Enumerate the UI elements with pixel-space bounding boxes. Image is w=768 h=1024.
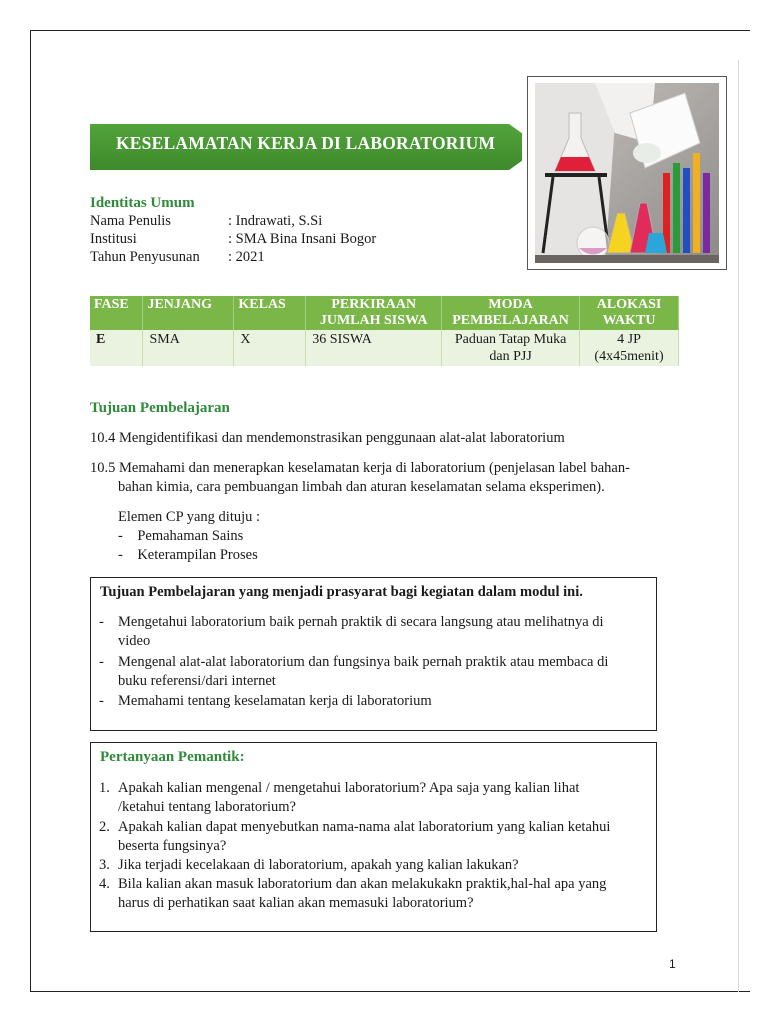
cell-jenjang: SMA [143,330,234,366]
list-item: 2. Apakah kalian dapat menyebutkan nama-nama alat laboratorium yang kalian ketahui beserta fungsinya? [99,819,611,854]
pemantik-box [90,742,657,932]
identitas-row [90,230,376,248]
cell-fase: E [90,330,143,366]
prasyarat-box [90,577,657,731]
list-item: - Mengetahui laboratorium baik pernah praktik di secara langsung atau melihatnya di video [99,614,604,649]
list-item: 3. Jika terjadi kecelakaan di laboratorium, apakah yang kalian lakukan? [99,857,519,873]
identitas-value: : SMA Bina Insani Bogor [228,231,377,247]
identitas-label: Tahun Penyusunan [90,249,200,265]
cell-alokasi: 4 JP (4x45menit) [580,330,679,366]
elemen-cp-label: Elemen CP yang dituju : [118,509,261,525]
identitas-label: Institusi [90,231,137,247]
col-header-jenjang: JENJANG [143,296,234,330]
page-number: 1 [669,957,676,971]
table-row [90,330,679,366]
cell-jumlah-siswa: 36 SISWA [306,330,442,366]
module-info-table [90,296,679,366]
prasyarat-title: Tujuan Pembelajaran yang menjadi prasyarat bagi kegiatan dalam modul ini. [100,584,583,600]
list-item: - Keterampilan Proses [118,547,258,563]
elemen-cp-list [118,527,260,565]
identitas-section [90,194,376,266]
cell-moda: Paduan Tatap Muka dan PJJ [442,330,580,366]
table-header-row [90,296,679,330]
col-header-jumlah-siswa: PERKIRAAN JUMLAH SISWA [306,296,442,330]
col-header-alokasi: ALOKASI WAKTU [580,296,679,330]
list-item: 1. Apakah kalian mengenal / mengetahui laboratorium? Apa saja yang kalian lihat /ketahui tentang laboratorium? [99,780,580,815]
identitas-row [90,212,376,230]
list-item: - Pemahaman Sains [118,528,244,544]
list-item: 4. Bila kalian akan masuk laboratorium dan akan melakukakn praktik,hal-hal apa yang harus di perhatikan saat kalian akan memasuki laboratorium? [99,876,607,911]
page-edge [738,60,739,992]
list-item: - Mengenal alat-alat laboratorium dan fungsinya baik pernah praktik atau membaca di buku referensi/dari internet [99,654,609,689]
col-header-moda: MODA PEMBELAJARAN [442,296,580,330]
identitas-value: : 2021 [228,249,265,265]
document-title: KESELAMATAN KERJA DI LABORATORIUM [116,133,496,153]
col-header-kelas: KELAS [234,296,306,330]
laboratory-glassware-icon [535,83,719,263]
identitas-label: Nama Penulis [90,213,171,229]
col-header-fase: FASE [90,296,143,330]
identitas-value: : Indrawati, S.Si [228,213,323,229]
tujuan-item: 10.4 Mengidentifikasi dan mendemonstrasikan penggunaan alat-alat laboratorium [90,430,565,446]
list-item: - Memahami tentang keselamatan kerja di laboratorium [99,693,432,709]
laboratory-photo [527,76,727,270]
cell-kelas: X [234,330,306,366]
pemantik-title: Pertanyaan Pemantik: [100,749,245,765]
identitas-row [90,248,376,266]
tujuan-heading: Tujuan Pembelajaran [90,400,230,416]
identitas-heading: Identitas Umum [90,195,195,211]
tujuan-item: 10.5 Memahami dan menerapkan keselamatan kerja di laboratorium (penjelasan label bahan- bahan kimia, cara pembuangan limbah dan aturan keselamatan selama eksperimen). [90,460,630,495]
elemen-cp [118,508,260,565]
